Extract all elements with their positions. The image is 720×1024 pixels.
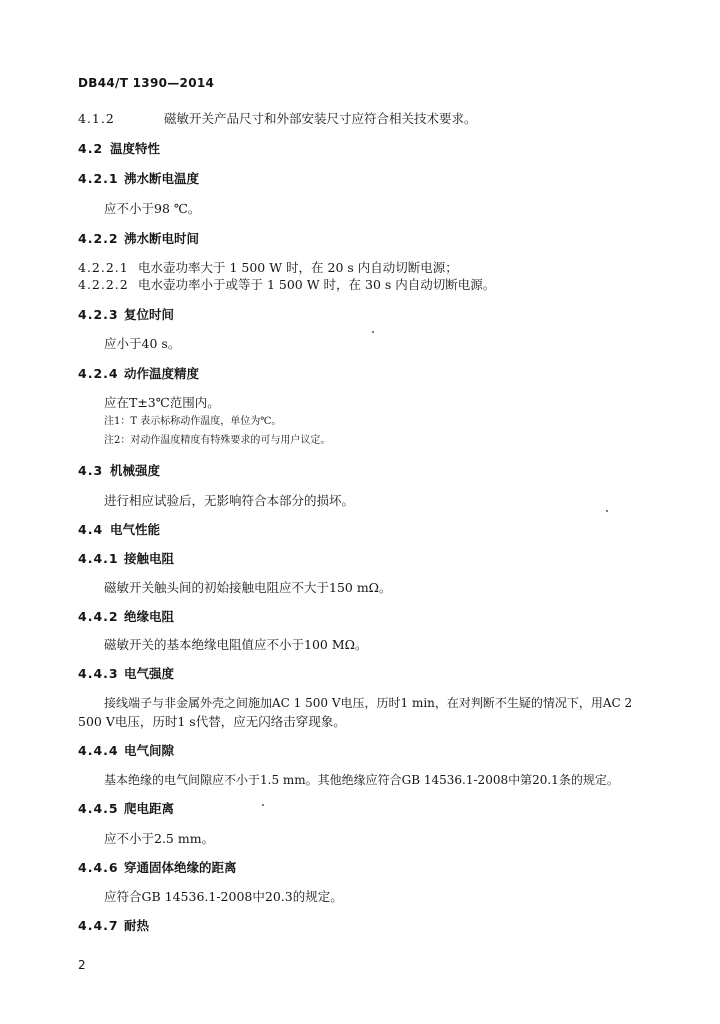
clause-number: 4.1.2 — [78, 111, 115, 126]
heading-text: 沸水断电时间 — [124, 231, 200, 246]
heading-number: 4.4.6 — [78, 860, 119, 875]
clause-4-1-2 — [78, 111, 477, 127]
body-line: 应不小于2.5 mm。 — [104, 831, 215, 846]
heading-4-4-6 — [78, 860, 237, 876]
body-line: 应符合GB 14536.1-2008中20.3的规定。 — [104, 889, 343, 904]
heading-number: 4.3 — [78, 463, 104, 478]
scan-speck — [262, 804, 264, 806]
note-2: 注2：对动作温度精度有特殊要求的可与用户议定。 — [104, 435, 331, 446]
body-line: 应小于40 s。 — [104, 336, 181, 351]
heading-number: 4.4 — [78, 522, 104, 537]
body-line: 基本绝缘的电气间隙应不小于1.5 mm。其他绝缘应符合GB 14536.1-2008中第20.1条的规定。 — [104, 773, 619, 787]
clause-4-2-2-2 — [78, 277, 495, 293]
heading-4-3 — [78, 463, 160, 479]
heading-text: 耐热 — [124, 918, 150, 933]
body-line: 磁敏开关的基本绝缘电阻值应不小于100 MΩ。 — [104, 637, 368, 652]
heading-4-2-2 — [78, 231, 199, 247]
clause-text: 磁敏开关产品尺寸和外部安装尺寸应符合相关技术要求。 — [164, 111, 477, 126]
heading-number: 4.4.7 — [78, 918, 119, 933]
body-line: 应在T±3℃范围内。 — [104, 395, 220, 410]
clause-number: 4.2.2.1 — [78, 260, 129, 275]
clause-text: 电水壶功率大于 1 500 W 时，在 20 s 内自动切断电源； — [138, 260, 458, 275]
heading-text: 电气间隙 — [124, 743, 175, 758]
heading-4-4-7 — [78, 918, 149, 934]
heading-text: 爬电距离 — [124, 801, 175, 816]
clause-4-2-2-1 — [78, 260, 458, 276]
heading-number: 4.4.2 — [78, 609, 119, 624]
scan-speck — [606, 510, 608, 512]
clause-text: 电水壶功率小于或等于 1 500 W 时，在 30 s 内自动切断电源。 — [138, 277, 496, 292]
scan-speck — [372, 331, 374, 333]
heading-4-4 — [78, 522, 160, 538]
body-line: 磁敏开关触头间的初始接触电阻应不大于150 mΩ。 — [104, 580, 392, 595]
heading-text: 机械强度 — [110, 463, 161, 478]
heading-4-2-4 — [78, 366, 199, 382]
heading-text: 穿通固体绝缘的距离 — [124, 860, 237, 875]
heading-number: 4.2.3 — [78, 307, 119, 322]
body-line: 接线端子与非金属外壳之间施加AC 1 500 V电压，历时1 min，在对判断不生疑的情况下，用AC 2 — [104, 696, 633, 710]
heading-4-2-3 — [78, 307, 174, 323]
heading-text: 接触电阻 — [124, 551, 175, 566]
clause-number: 4.2.2.2 — [78, 277, 129, 292]
heading-4-4-2 — [78, 609, 174, 625]
heading-text: 沸水断电温度 — [124, 171, 200, 186]
note-1: 注1：T 表示标称动作温度，单位为℃。 — [104, 416, 282, 427]
heading-number: 4.4.5 — [78, 801, 119, 816]
heading-4-4-1 — [78, 551, 174, 567]
heading-text: 动作温度精度 — [124, 366, 200, 381]
heading-number: 4.2.1 — [78, 171, 119, 186]
heading-4-4-3 — [78, 666, 174, 682]
body-line-continued: 500 V电压，历时1 s代替，应无闪络击穿现象。 — [78, 714, 346, 729]
document-header: DB44/T 1390—2014 — [78, 76, 215, 90]
heading-4-4-4 — [78, 743, 174, 759]
heading-number: 4.2 — [78, 141, 104, 156]
heading-text: 电气性能 — [110, 522, 161, 537]
body-line: 应不小于98 ℃。 — [104, 201, 201, 216]
heading-text: 温度特性 — [110, 141, 161, 156]
heading-number: 4.4.4 — [78, 743, 119, 758]
heading-4-2-1 — [78, 171, 199, 187]
heading-number: 4.4.3 — [78, 666, 119, 681]
heading-4-4-5 — [78, 801, 174, 817]
heading-text: 绝缘电阻 — [124, 609, 175, 624]
page-number: 2 — [78, 958, 86, 972]
heading-4-2 — [78, 141, 160, 157]
body-line: 进行相应试验后，无影响符合本部分的损坏。 — [104, 493, 355, 508]
heading-text: 电气强度 — [124, 666, 175, 681]
heading-number: 4.2.4 — [78, 366, 119, 381]
heading-number: 4.2.2 — [78, 231, 119, 246]
heading-number: 4.4.1 — [78, 551, 119, 566]
heading-text: 复位时间 — [124, 307, 175, 322]
